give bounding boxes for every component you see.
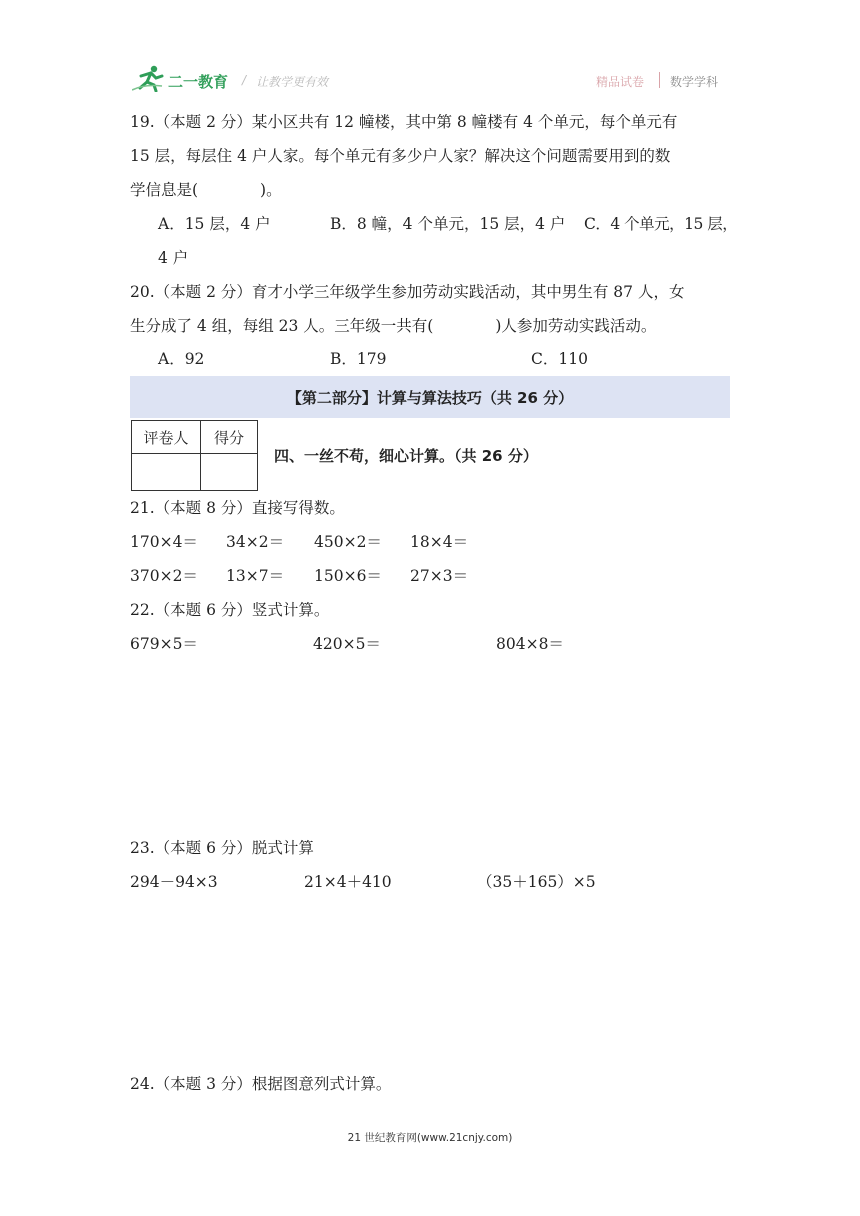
q22-item-3: 804×8＝ xyxy=(496,635,564,653)
q21-r2-c4: 27×3＝ xyxy=(410,567,469,585)
q21-r1-c2: 34×2＝ xyxy=(226,533,285,551)
q21-r2-c2: 13×7＝ xyxy=(226,567,285,585)
q22-item-2: 420×5＝ xyxy=(313,635,381,653)
slogan: 让教学更有效 xyxy=(256,75,329,89)
q23-item-3: （35＋165）×5 xyxy=(477,873,596,891)
q19-line2: 15 层，每层住 4 户人家。每个单元有多少户人家？解决这个问题需要用到的数 xyxy=(130,147,671,165)
q19-option-b: B．8 幢，4 个单元，15 层，4 户 xyxy=(330,215,566,233)
score-table xyxy=(131,420,258,491)
q23-title: 23.（本题 6 分）脱式计算 xyxy=(130,839,314,857)
q20-option-c: C．110 xyxy=(531,350,588,368)
section-title: 【第二部分】计算与算法技巧（共 26 分） xyxy=(286,388,574,407)
q20-line1: 20.（本题 2 分）育才小学三年级学生参加劳动实践活动，其中男生有 87 人，女 xyxy=(130,283,685,301)
part-title: 四、一丝不苟，细心计算。（共 26 分） xyxy=(274,447,538,465)
score-table-grader-header: 评卷人 xyxy=(132,421,201,454)
q21-r2-c1: 370×2＝ xyxy=(130,567,198,585)
section-title-band xyxy=(130,376,730,418)
q19-line1: 19.（本题 2 分）某小区共有 12 幢楼，其中第 8 幢楼有 4 个单元，每个单元有 xyxy=(130,113,678,131)
tag-subject: 数学学科 xyxy=(670,75,719,89)
score-table-score-cell[interactable] xyxy=(201,454,258,491)
q19-option-c-cont: 4 户 xyxy=(158,249,189,267)
q21-r1-c4: 18×4＝ xyxy=(410,533,469,551)
q24-title: 24.（本题 3 分）根据图意列式计算。 xyxy=(130,1075,392,1093)
runner-logo-icon xyxy=(132,64,166,92)
page-header xyxy=(130,62,730,96)
q22-item-1: 679×5＝ xyxy=(130,635,198,653)
divider-slash: / xyxy=(242,73,247,87)
q21-r1-c1: 170×4＝ xyxy=(130,533,198,551)
q22-title: 22.（本题 6 分）竖式计算。 xyxy=(130,601,330,619)
q20-line2: 生分成了 4 组，每组 23 人。三年级一共有( )人参加劳动实践活动。 xyxy=(130,317,657,335)
logo-text: 二一教育 xyxy=(168,73,229,91)
score-table-score-header: 得分 xyxy=(201,421,258,454)
q21-r1-c3: 450×2＝ xyxy=(314,533,382,551)
score-table-grader-cell[interactable] xyxy=(132,454,201,491)
q23-item-1: 294－94×3 xyxy=(130,873,218,891)
q19-option-c: C．4 个单元，15 层， xyxy=(584,215,738,233)
q19-line3: 学信息是( )。 xyxy=(130,181,282,199)
header-divider xyxy=(659,72,660,88)
q20-option-b: B．179 xyxy=(330,350,387,368)
page-footer: 21 世纪教育网(www.21cnjy.com) xyxy=(347,1132,513,1144)
q23-item-2: 21×4＋410 xyxy=(304,873,392,891)
q21-r2-c3: 150×6＝ xyxy=(314,567,382,585)
q20-option-a: A．92 xyxy=(158,350,205,368)
q21-title: 21.（本题 8 分）直接写得数。 xyxy=(130,499,345,517)
tag-premium: 精品试卷 xyxy=(596,75,645,89)
q19-option-a: A．15 层，4 户 xyxy=(158,215,271,233)
